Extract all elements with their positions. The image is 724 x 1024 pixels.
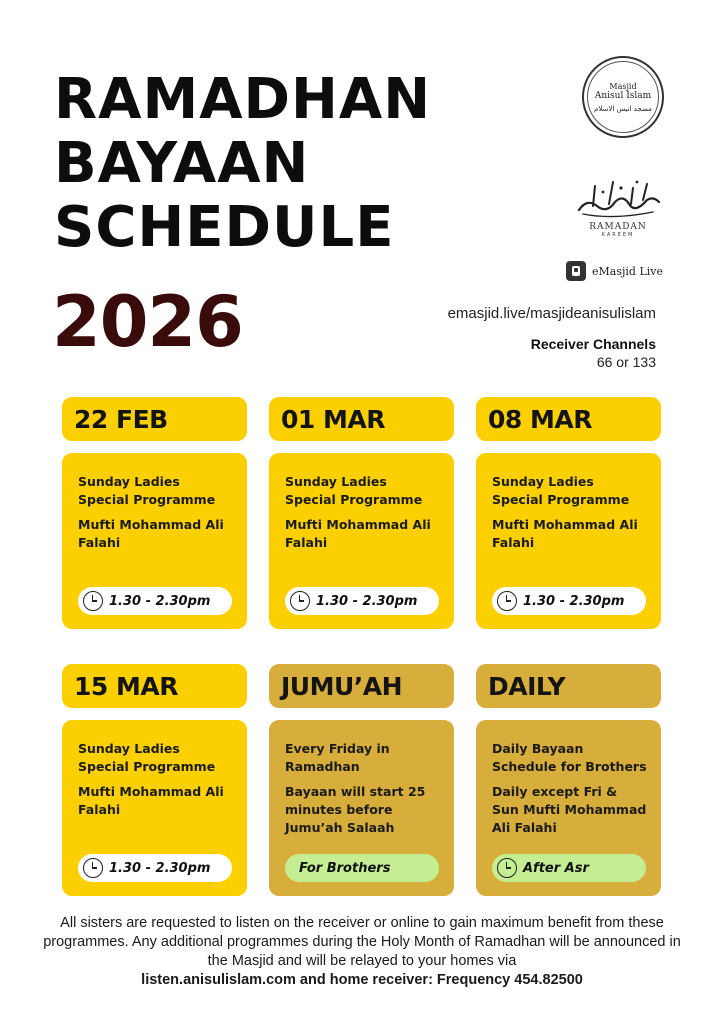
- ramadan-kareem-logo: [568, 176, 668, 238]
- schedule-card: [476, 720, 661, 896]
- stream-url[interactable]: emasjid.live/masjideanisulislam: [447, 305, 656, 322]
- time-label: 1.30 - 2.30pm: [316, 593, 418, 609]
- date-pill: 15 MAR: [62, 664, 247, 708]
- time-label: 1.30 - 2.30pm: [523, 593, 625, 609]
- time-badge: [285, 587, 439, 615]
- programme-title: Sunday Ladies Special Programme: [78, 741, 216, 774]
- clock-icon: [497, 858, 517, 878]
- date-pill: DAILY: [476, 664, 661, 708]
- time-badge: [78, 587, 232, 615]
- receiver-channels: [531, 335, 656, 371]
- schedule-card: [476, 453, 661, 629]
- footer-note: [40, 914, 684, 990]
- year: 2026: [52, 281, 243, 363]
- calligraphy-icon: [573, 176, 663, 220]
- programme-title: Daily Bayaan Schedule for Brothers: [492, 741, 647, 774]
- programme-title: Sunday Ladies Special Programme: [78, 474, 216, 507]
- masjid-logo-line2: Anisul Islam: [594, 90, 652, 101]
- title-line-2: BAYAAN: [54, 131, 310, 196]
- schedule-card: [62, 720, 247, 896]
- emasjid-icon: [566, 261, 586, 281]
- audience-label: For Brothers: [299, 860, 391, 876]
- title-line-3: SCHEDULE: [54, 195, 395, 260]
- schedule-card: [269, 453, 454, 629]
- emasjid-label: eMasjid Live: [592, 264, 663, 278]
- date-pill: 01 MAR: [269, 397, 454, 441]
- emasjid-logo: [566, 261, 663, 281]
- clock-icon: [290, 591, 310, 611]
- receiver-title: Receiver Channels: [530, 336, 656, 352]
- audience-badge: [285, 854, 439, 882]
- date-pill: 08 MAR: [476, 397, 661, 441]
- receiver-value: 66 or 133: [596, 354, 656, 370]
- time-badge: [492, 854, 646, 882]
- masjid-logo: [582, 56, 664, 138]
- programme-speaker: Mufti Mohammad Ali Falahi: [78, 784, 224, 817]
- programme-detail: Bayaan will start 25 minutes before Jumu’ah Salaah: [285, 784, 426, 835]
- time-badge: [492, 587, 646, 615]
- time-label: After Asr: [523, 860, 589, 876]
- date-pill: 22 FEB: [62, 397, 247, 441]
- schedule-card: [269, 720, 454, 896]
- footer-text: All sisters are requested to listen on the receiver or online to gain maximum benefit from these programmes. Any additional programmes during the Holy Month of Ramadhan will be announced in the Masjid and will be relayed to your homes via: [43, 915, 681, 969]
- programme-speaker: Mufti Mohammad Ali Falahi: [78, 517, 224, 550]
- programme-title: Every Friday in Ramadhan: [285, 741, 390, 774]
- page-title: [54, 68, 431, 260]
- ramadan-logo-line2: KAREEM: [601, 232, 635, 238]
- clock-icon: [83, 858, 103, 878]
- programme-title: Sunday Ladies Special Programme: [492, 474, 630, 507]
- programme-title: Sunday Ladies Special Programme: [285, 474, 423, 507]
- date-pill: JUMU’AH: [269, 664, 454, 708]
- programme-detail: Daily except Fri & Sun Mufti Mohammad Ali Falahi: [492, 784, 647, 835]
- clock-icon: [497, 591, 517, 611]
- time-badge: [78, 854, 232, 882]
- programme-speaker: Mufti Mohammad Ali Falahi: [285, 517, 431, 550]
- time-label: 1.30 - 2.30pm: [109, 593, 211, 609]
- masjid-logo-line1: Masjid: [609, 81, 637, 91]
- schedule-card: [62, 453, 247, 629]
- clock-icon: [83, 591, 103, 611]
- time-label: 1.30 - 2.30pm: [109, 860, 211, 876]
- programme-speaker: Mufti Mohammad Ali Falahi: [492, 517, 638, 550]
- ramadan-logo-line1: RAMADAN: [589, 222, 647, 232]
- title-line-1: RAMADHAN: [54, 67, 432, 132]
- masjid-logo-arabic: مسجد انيس الاسلام: [594, 104, 652, 113]
- footer-bold-text: listen.anisulislam.com and home receiver: Frequency 454.82500: [141, 972, 583, 988]
